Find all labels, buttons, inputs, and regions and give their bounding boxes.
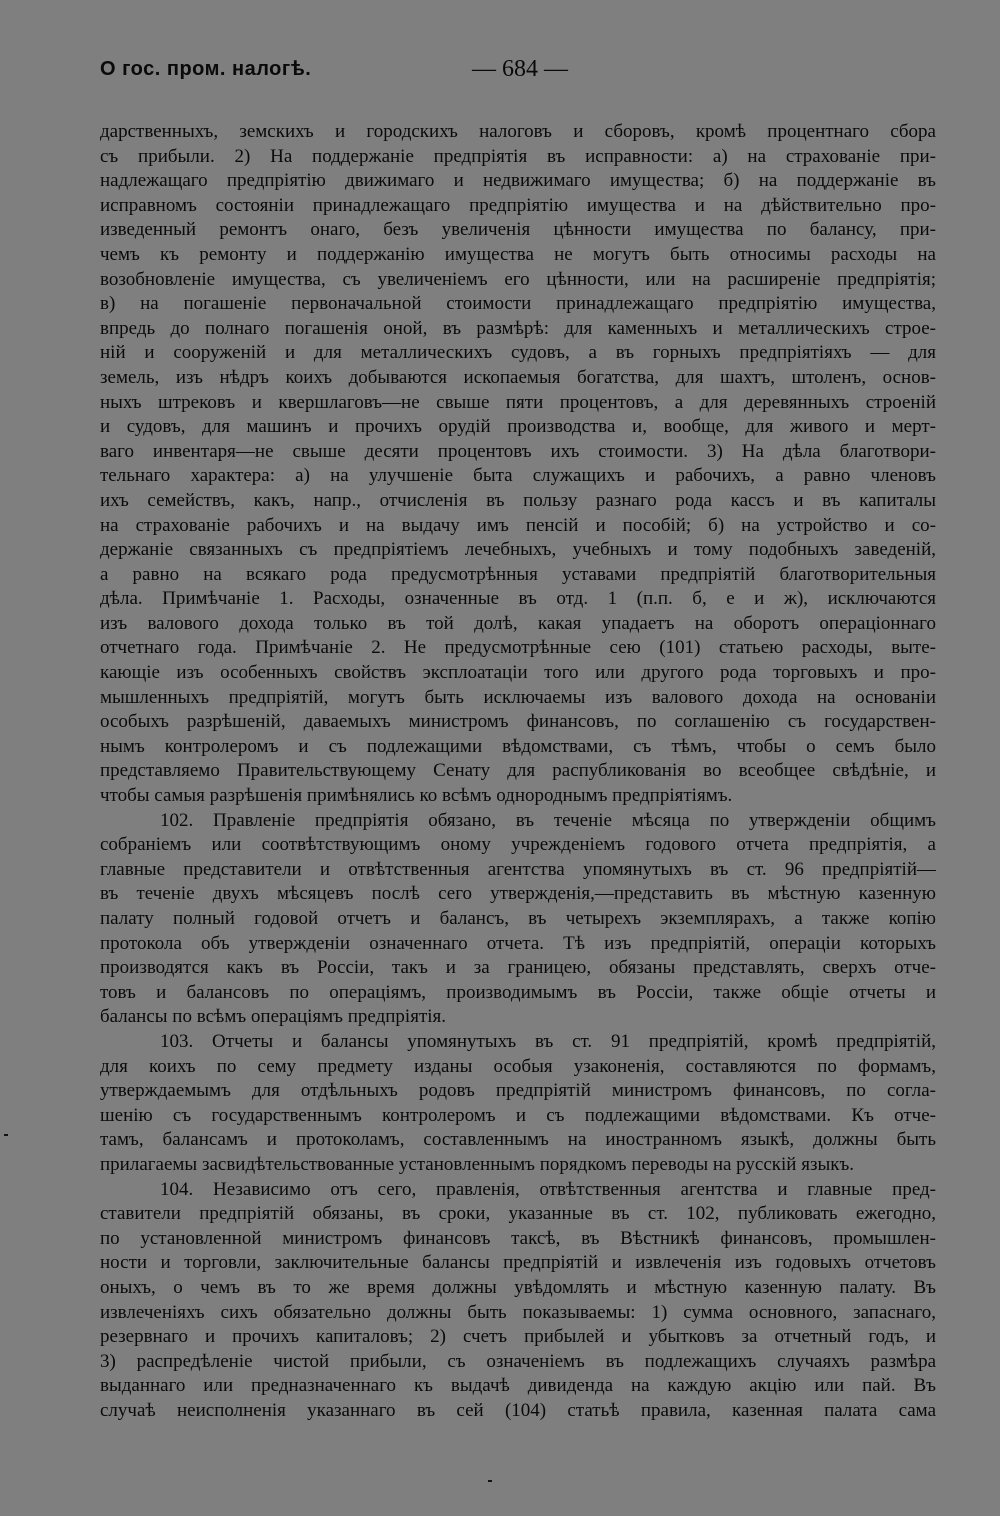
text-line: изведенный ремонтъ онаго, безъ увеличенія цѣнности имущества по балансу, при-: [100, 219, 936, 241]
text-line: утверждаемымъ для отдѣльныхъ родовъ предпріятій министромъ финансовъ, по согла-: [100, 1080, 936, 1102]
text-line: изъ валового дохода только въ той долѣ, какая упадаетъ на оборотъ операціоннаго: [100, 612, 936, 634]
text-line: возобновленіе имущества, съ увеличеніемъ его цѣнности, или на расширеніе предпріятія;: [100, 268, 936, 290]
text-line: ихъ семействъ, какъ, напр., отчисленія въ пользу разнаго рода кассъ и въ капиталы: [100, 489, 936, 511]
text-line: товъ и балансовъ по операціямъ, производимымъ въ Россіи, также общіе отчеты и: [100, 981, 936, 1003]
text-line: съ прибыли. 2) На поддержаніе предпріятія въ исправности: а) на страхованіе при-: [100, 145, 936, 167]
text-line: ныхъ штрековъ и квершлаговъ—не свыше пяти процентовъ, а для деревянныхъ строеній: [100, 391, 936, 413]
text-line: чемъ къ ремонту и поддержанію имущества не могутъ быть относимы расходы на: [100, 243, 936, 265]
text-line: шенію съ государственнымъ контролеромъ и съ подлежащими вѣдомствами. Къ отче-: [100, 1104, 936, 1126]
text-line: впредь до полнаго погашенія оной, въ размѣрѣ: для каменныхъ и металлическихъ строе-: [100, 317, 936, 339]
text-line: чтобы самыя разрѣшенія примѣнялись ко всѣмъ однороднымъ предпріятіямъ.: [100, 785, 733, 807]
text-line: тамъ, балансамъ и протоколамъ, составленнымъ на иностранномъ языкѣ, должны быть: [100, 1129, 936, 1151]
text-line: представляемо Правительствующему Сенату для распубликованія во всеобщее свѣдѣніе, и: [100, 760, 936, 782]
text-line: исправномъ состояніи принадлежащаго предпріятію имущества и на дѣйствительно про-: [100, 194, 936, 216]
text-line: главные представители и отвѣтственныя агентства упомянутыхъ въ ст. 96 предпріятій—: [100, 858, 936, 880]
text-line: оныхъ, о чемъ въ то же время должны увѣдомлять и мѣстную казенную палату. Въ: [100, 1276, 936, 1298]
text-line: мышленныхъ предпріятій, могутъ быть исключаемы изъ валового дохода на основаніи: [100, 686, 936, 708]
page-number: — 684 —: [472, 56, 568, 82]
running-head: О гос. пром. налогѣ.: [100, 58, 312, 80]
text-line: 103. Отчеты и балансы упомянутыхъ въ ст. 91 предпріятій, кромѣ предпріятій,: [160, 1030, 936, 1052]
text-line: 102. Правленіе предпріятія обязано, въ теченіе мѣсяца по утвержденіи общимъ: [160, 809, 936, 831]
text-line: прилагаемы засвидѣтельствованные установленнымъ порядкомъ переводы на русскій языкъ.: [100, 1153, 855, 1175]
text-line: нымъ контролеромъ и съ подлежащими вѣдомствами, съ тѣмъ, чтобы о семъ было: [100, 735, 936, 757]
text-line: в) на погашеніе первоначальной стоимости принадлежащаго предпріятію имущества,: [100, 293, 936, 315]
text-line: ности и торговли, заключительные балансы предпріятій и извлеченія изъ годовыхъ отчетовъ: [100, 1252, 936, 1274]
text-line: балансы по всѣмъ операціямъ предпріятія.: [100, 1006, 447, 1028]
text-line: палату полный годовой отчетъ и балансъ, въ четырехъ экземплярахъ, а также копію: [100, 908, 936, 929]
text-line: собраніемъ или соотвѣтствующимъ оному учрежденіемъ годового отчета предпріятія, а: [100, 834, 936, 856]
text-line: выданнаго или предназначеннаго къ выдачѣ дивиденда на каждую акцію или пай. Въ: [100, 1375, 936, 1397]
text-line: дѣла. Примѣчаніе 1. Расходы, означенные въ отд. 1 (п.п. б, е и ж), исключаются: [100, 588, 936, 610]
text-line: ставители предпріятій обязаны, въ сроки, указанные въ ст. 102, публиковать ежегодно,: [100, 1203, 936, 1225]
scan-speck: [4, 1134, 8, 1136]
text-line: 104. Независимо отъ сего, правленія, отвѣтственныя агентства и главные пред-: [160, 1178, 936, 1200]
text-line: извлеченіяхъ сихъ обязательно должны быть показываемы: 1) сумма основного, запаснаго,: [100, 1301, 936, 1323]
text-line: и судовъ, для машинъ и прочихъ орудій производства и, вообще, для живого и мерт-: [100, 416, 936, 438]
text-line: особыхъ разрѣшеній, даваемыхъ министромъ финансовъ, по соглашенію съ государствен-: [100, 711, 936, 733]
text-line: надлежащаго предпріятію движимаго и недвижимаго имущества; б) на поддержаніе въ: [100, 170, 936, 192]
text-line: протокола объ утвержденіи означеннаго отчета. Тѣ изъ предпріятій, операціи которыхъ: [100, 932, 936, 954]
text-body: [100, 120, 936, 1423]
text-line: на страхованіе рабочихъ и на выдачу имъ пенсій и пособій; б) на устройство и со-: [100, 514, 936, 536]
scan-speck: [488, 1480, 492, 1482]
text-line: дарственныхъ, земскихъ и городскихъ налоговъ и сборовъ, кромѣ процентнаго сбора: [100, 121, 936, 142]
text-line: держаніе связанныхъ съ предпріятіемъ лечебныхъ, учебныхъ и тому подобныхъ заведеній,: [100, 539, 936, 561]
text-line: земель, изъ нѣдръ коихъ добываются ископаемыя богатства, для шахтъ, штоленъ, основ-: [100, 366, 936, 388]
page-header: [100, 58, 936, 92]
text-line: случаѣ неисполненія указаннаго въ сей (104) статьѣ правила, казенная палата сама: [100, 1399, 936, 1421]
text-line: тельнаго характера: а) на улучшеніе быта служащихъ и рабочихъ, а равно членовъ: [100, 465, 936, 487]
text-line: а равно на всякаго рода предусмотрѣнныя уставами предпріятій благотворительныя: [100, 563, 936, 585]
text-line: резервнаго и прочихъ капиталовъ; 2) счетъ прибылей и убытковъ за отчетный годъ, и: [100, 1326, 936, 1348]
text-line: 3) распредѣленіе чистой прибыли, съ означеніемъ въ подлежащихъ случаяхъ размѣра: [100, 1350, 936, 1372]
text-line: кающіе изъ особенныхъ свойствъ эксплоатаціи того или другого рода торговыхъ и про-: [100, 662, 936, 684]
text-line: ваго инвентаря—не свыше десяти процентовъ ихъ стоимости. 3) На дѣла благотвори-: [100, 440, 936, 462]
text-line: ній и сооруженій и для металлическихъ судовъ, а въ горныхъ предпріятіяхъ — для: [100, 342, 936, 364]
text-line: по установленной министромъ финансовъ таксѣ, въ Вѣстникѣ финансовъ, промышлен-: [100, 1227, 936, 1249]
text-line: для коихъ по сему предмету изданы особыя узаконенія, составляются по формамъ,: [100, 1055, 936, 1077]
text-line: производятся какъ въ Россіи, такъ и за границею, обязаны представлять, сверхъ отче-: [100, 957, 936, 979]
text-line: отчетнаго года. Примѣчаніе 2. Не предусмотрѣнные сею (101) статьею расходы, выте-: [100, 637, 936, 659]
text-line: въ теченіе двухъ мѣсяцевъ послѣ сего утвержденія,—представить въ мѣстную казенную: [100, 883, 936, 905]
